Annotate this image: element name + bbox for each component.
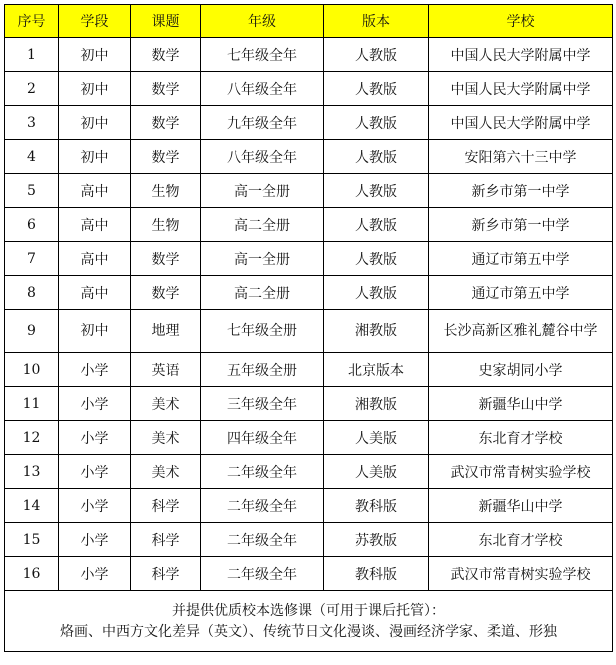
cell-subject: 美术 [131,455,201,489]
cell-subject: 科学 [131,489,201,523]
cell-subject: 英语 [131,353,201,387]
table-row [5,557,613,591]
table-row [5,242,613,276]
cell-stage: 初中 [59,140,131,174]
cell-index: 4 [5,140,59,174]
cell-index: 14 [5,489,59,523]
cell-index: 5 [5,174,59,208]
cell-stage: 高中 [59,174,131,208]
cell-grade: 八年级全年 [201,140,324,174]
cell-subject: 数学 [131,276,201,310]
cell-stage: 小学 [59,557,131,591]
table-body [5,38,613,591]
cell-edition: 人教版 [324,140,429,174]
cell-school: 长沙高新区雅礼麓谷中学 [429,310,613,353]
table-row [5,174,613,208]
cell-school: 新乡市第一中学 [429,208,613,242]
footer-line-2: 烙画、中西方文化差异（英文）、传统节日文化漫谈、漫画经济学家、柔道、形独 [60,624,557,640]
cell-grade: 七年级全册 [201,310,324,353]
cell-index: 9 [5,310,59,353]
cell-edition: 湘教版 [324,310,429,353]
cell-edition: 人教版 [324,242,429,276]
cell-grade: 二年级全年 [201,523,324,557]
cell-index: 13 [5,455,59,489]
cell-stage: 初中 [59,106,131,140]
cell-school: 东北育才学校 [429,421,613,455]
cell-school: 新乡市第一中学 [429,174,613,208]
cell-edition: 人教版 [324,72,429,106]
header-edition: 版本 [324,5,429,38]
cell-school: 新疆华山中学 [429,387,613,421]
cell-subject: 数学 [131,38,201,72]
cell-grade: 高二全册 [201,208,324,242]
table-row [5,387,613,421]
cell-edition: 人美版 [324,421,429,455]
cell-subject: 科学 [131,557,201,591]
cell-edition: 北京版本 [324,353,429,387]
table-row [5,38,613,72]
cell-grade: 九年级全年 [201,106,324,140]
course-table-wrapper [4,4,612,652]
cell-stage: 小学 [59,387,131,421]
cell-grade: 二年级全年 [201,557,324,591]
cell-edition: 人教版 [324,174,429,208]
cell-subject: 科学 [131,523,201,557]
cell-grade: 四年级全年 [201,421,324,455]
cell-subject: 数学 [131,106,201,140]
cell-index: 8 [5,276,59,310]
cell-index: 1 [5,38,59,72]
footer-line-1: 并提供优质校本选修课（可用于课后托管）： [172,603,445,619]
table-row [5,276,613,310]
header-row [5,5,613,38]
cell-grade: 高一全册 [201,174,324,208]
cell-index: 16 [5,557,59,591]
cell-subject: 生物 [131,208,201,242]
cell-school: 中国人民大学附属中学 [429,106,613,140]
cell-stage: 小学 [59,455,131,489]
cell-edition: 湘教版 [324,387,429,421]
header-index: 序号 [5,5,59,38]
table-row [5,455,613,489]
cell-subject: 美术 [131,387,201,421]
cell-grade: 五年级全册 [201,353,324,387]
cell-stage: 初中 [59,72,131,106]
table-row [5,489,613,523]
cell-school: 中国人民大学附属中学 [429,38,613,72]
header-school: 学校 [429,5,613,38]
cell-grade: 二年级全年 [201,455,324,489]
cell-school: 武汉市常青树实验学校 [429,557,613,591]
table-row [5,106,613,140]
cell-stage: 小学 [59,523,131,557]
cell-grade: 二年级全年 [201,489,324,523]
cell-edition: 教科版 [324,489,429,523]
cell-index: 15 [5,523,59,557]
cell-index: 7 [5,242,59,276]
cell-stage: 初中 [59,38,131,72]
cell-index: 11 [5,387,59,421]
cell-subject: 数学 [131,72,201,106]
cell-edition: 人教版 [324,276,429,310]
cell-school: 史家胡同小学 [429,353,613,387]
cell-school: 通辽市第五中学 [429,242,613,276]
table-row [5,353,613,387]
cell-school: 武汉市常青树实验学校 [429,455,613,489]
cell-grade: 八年级全年 [201,72,324,106]
cell-subject: 数学 [131,140,201,174]
cell-school: 通辽市第五中学 [429,276,613,310]
cell-grade: 七年级全年 [201,38,324,72]
cell-stage: 初中 [59,310,131,353]
cell-edition: 人教版 [324,38,429,72]
table-row [5,523,613,557]
header-grade: 年级 [201,5,324,38]
cell-school: 东北育才学校 [429,523,613,557]
table-row [5,140,613,174]
table-row [5,310,613,353]
cell-index: 3 [5,106,59,140]
cell-stage: 小学 [59,353,131,387]
table-row [5,72,613,106]
cell-grade: 高一全册 [201,242,324,276]
cell-edition: 人美版 [324,455,429,489]
cell-index: 2 [5,72,59,106]
cell-edition: 苏教版 [324,523,429,557]
table-row [5,421,613,455]
cell-edition: 人教版 [324,106,429,140]
cell-subject: 地理 [131,310,201,353]
cell-subject: 生物 [131,174,201,208]
course-table [4,4,613,652]
header-stage: 学段 [59,5,131,38]
cell-index: 10 [5,353,59,387]
cell-grade: 三年级全年 [201,387,324,421]
cell-edition: 人教版 [324,208,429,242]
table-row [5,208,613,242]
cell-stage: 高中 [59,242,131,276]
cell-stage: 小学 [59,489,131,523]
cell-stage: 小学 [59,421,131,455]
footer-cell [5,591,613,652]
cell-grade: 高二全册 [201,276,324,310]
cell-subject: 美术 [131,421,201,455]
cell-stage: 高中 [59,208,131,242]
cell-school: 安阳第六十三中学 [429,140,613,174]
cell-index: 6 [5,208,59,242]
cell-stage: 高中 [59,276,131,310]
cell-school: 中国人民大学附属中学 [429,72,613,106]
cell-subject: 数学 [131,242,201,276]
cell-school: 新疆华山中学 [429,489,613,523]
header-subject: 课题 [131,5,201,38]
footer-row [5,591,613,652]
cell-index: 12 [5,421,59,455]
cell-edition: 教科版 [324,557,429,591]
